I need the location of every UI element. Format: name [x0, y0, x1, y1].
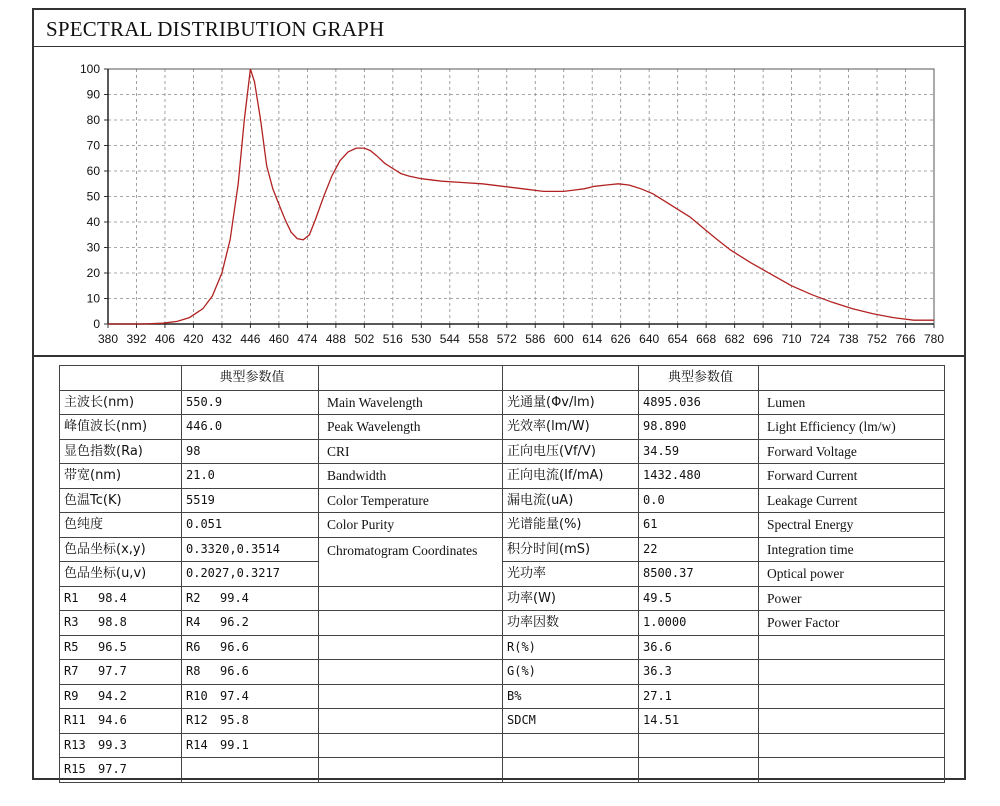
param-value: 4895.036 [639, 390, 759, 415]
ri-cell: R4 96.2 [182, 611, 319, 636]
y-tick-label: 40 [86, 215, 100, 229]
x-tick-label: 600 [553, 332, 574, 346]
x-tick-label: 710 [781, 332, 802, 346]
ri-cell: R2 99.4 [182, 586, 319, 611]
param-en: Bandwidth [319, 464, 503, 489]
param-value: 0.051 [182, 513, 319, 538]
param-en: CRI [319, 439, 503, 464]
param-en: Light Efficiency (lm/w) [759, 415, 945, 440]
param-cn: R(%) [503, 635, 639, 660]
x-tick-label: 668 [696, 332, 717, 346]
param-cn: 带宽(nm) [60, 464, 182, 489]
x-tick-label: 392 [126, 332, 147, 346]
x-tick-label: 724 [810, 332, 831, 346]
ri-cell: R5 96.5 [60, 635, 182, 660]
table-cell [759, 366, 945, 391]
param-value: 8500.37 [639, 562, 759, 587]
table-cell [182, 758, 319, 783]
table-cell [759, 660, 945, 685]
param-en: Power [759, 586, 945, 611]
y-tick-labels [80, 62, 100, 331]
y-tick-label: 30 [86, 240, 100, 255]
x-tick-label: 544 [439, 332, 460, 346]
x-tick-label: 640 [639, 332, 660, 346]
table-row [60, 513, 945, 538]
table-row [60, 611, 945, 636]
param-cn: 主波长(nm) [60, 390, 182, 415]
x-tick-label: 614 [582, 332, 603, 346]
param-en: Color Temperature [319, 488, 503, 513]
param-value: 0.2027,0.3217 [182, 562, 319, 587]
table-cell [319, 684, 503, 709]
param-value: 27.1 [639, 684, 759, 709]
y-tick-label: 100 [79, 62, 100, 76]
table-header-row [60, 366, 945, 391]
param-cn: 光功率 [503, 562, 639, 587]
param-value: 0.0 [639, 488, 759, 513]
param-cn: SDCM [503, 709, 639, 734]
y-tick-label: 10 [86, 291, 100, 306]
param-en: Forward Current [759, 464, 945, 489]
param-cn: 光通量(Φv/lm) [503, 390, 639, 415]
table-row [60, 488, 945, 513]
table-row [60, 439, 945, 464]
table-cell [759, 684, 945, 709]
param-value: 550.9 [182, 390, 319, 415]
table-cell [759, 758, 945, 783]
param-cn: 色纯度 [60, 513, 182, 538]
table-cell [319, 709, 503, 734]
param-cn: 漏电流(uA) [503, 488, 639, 513]
header-typical-values-right: 典型参数值 [639, 366, 759, 391]
x-tick-label: 626 [610, 332, 631, 346]
table-cell [759, 733, 945, 758]
x-tick-label: 432 [211, 332, 232, 346]
ri-cell: R8 96.6 [182, 660, 319, 685]
table-row [60, 537, 945, 562]
ri-cell: R11 94.6 [60, 709, 182, 734]
param-value: 36.6 [639, 635, 759, 660]
param-cn: G(%) [503, 660, 639, 685]
report-frame [32, 8, 966, 780]
param-cn: 显色指数(Ra) [60, 439, 182, 464]
ri-cell: R14 99.1 [182, 733, 319, 758]
param-en: Lumen [759, 390, 945, 415]
chart-axes [104, 69, 934, 328]
table-row [60, 733, 945, 758]
param-en: Optical power [759, 562, 945, 587]
x-tick-labels [98, 332, 944, 346]
x-tick-label: 446 [240, 332, 261, 346]
param-en: Forward Voltage [759, 439, 945, 464]
param-value: 446.0 [182, 415, 319, 440]
param-value: 98 [182, 439, 319, 464]
param-en: Power Factor [759, 611, 945, 636]
table-cell [759, 709, 945, 734]
table-cell [503, 366, 639, 391]
y-tick-label: 20 [86, 266, 100, 280]
table-row [60, 684, 945, 709]
chart-grid [108, 69, 934, 324]
table-cell [503, 733, 639, 758]
ri-cell: R6 96.6 [182, 635, 319, 660]
y-tick-label: 80 [86, 113, 100, 127]
param-cn: 功率因数 [503, 611, 639, 636]
param-cn: 峰值波长(nm) [60, 415, 182, 440]
spectral-chart [34, 10, 964, 355]
ri-cell: R7 97.7 [60, 660, 182, 685]
param-value: 5519 [182, 488, 319, 513]
param-value: 34.59 [639, 439, 759, 464]
ri-cell: R15 97.7 [60, 758, 182, 783]
param-value: 14.51 [639, 709, 759, 734]
param-cn: 色品坐标(x,y) [60, 537, 182, 562]
x-tick-label: 572 [496, 332, 517, 346]
y-tick-label: 0 [93, 317, 100, 331]
table-cell [319, 733, 503, 758]
table-cell [319, 611, 503, 636]
x-tick-label: 516 [382, 332, 403, 346]
table-cell [639, 758, 759, 783]
table-cell [319, 586, 503, 611]
x-tick-label: 380 [97, 332, 119, 346]
ri-cell: R3 98.8 [60, 611, 182, 636]
param-cn: 光谱能量(%) [503, 513, 639, 538]
table-row [60, 562, 945, 587]
x-tick-label: 460 [268, 332, 289, 346]
param-cn: 光效率(lm/W) [503, 415, 639, 440]
x-tick-label: 530 [411, 332, 432, 346]
param-cn: 正向电流(If/mA) [503, 464, 639, 489]
table-row [60, 635, 945, 660]
param-value: 1432.480 [639, 464, 759, 489]
table-row [60, 586, 945, 611]
param-cn: 积分时间(mS) [503, 537, 639, 562]
param-en: Integration time [759, 537, 945, 562]
x-tick-label: 474 [297, 332, 318, 346]
table-row [60, 415, 945, 440]
table-cell [503, 758, 639, 783]
table-cell [60, 366, 182, 391]
y-tick-label: 70 [86, 138, 100, 153]
param-en: Main Wavelength [319, 390, 503, 415]
ri-cell: R10 97.4 [182, 684, 319, 709]
param-value: 0.3320,0.3514 [182, 537, 319, 562]
page-title: SPECTRAL DISTRIBUTION GRAPH [46, 17, 385, 41]
table-cell [319, 758, 503, 783]
ri-cell: R9 94.2 [60, 684, 182, 709]
x-tick-label: 682 [724, 332, 745, 346]
param-en: Spectral Energy [759, 513, 945, 538]
table-row [60, 464, 945, 489]
table-cell [319, 660, 503, 685]
table-row [60, 758, 945, 783]
spec-table [59, 365, 945, 783]
ri-cell: R12 95.8 [182, 709, 319, 734]
header-typical-values-left: 典型参数值 [182, 366, 319, 391]
y-tick-label: 90 [86, 87, 100, 102]
x-tick-label: 502 [354, 332, 375, 346]
param-value: 61 [639, 513, 759, 538]
x-tick-label: 586 [525, 332, 546, 346]
x-tick-label: 420 [183, 332, 204, 346]
param-value: 98.890 [639, 415, 759, 440]
table-row [60, 390, 945, 415]
param-value: 49.5 [639, 586, 759, 611]
x-tick-label: 738 [838, 332, 859, 346]
param-value: 1.0000 [639, 611, 759, 636]
param-en: Chromatogram Coordinates [319, 537, 503, 586]
param-en: Color Purity [319, 513, 503, 538]
ri-cell: R13 99.3 [60, 733, 182, 758]
table-cell [639, 733, 759, 758]
x-tick-label: 558 [468, 332, 489, 346]
x-tick-label: 654 [667, 332, 688, 346]
param-en: Peak Wavelength [319, 415, 503, 440]
y-tick-label: 60 [86, 164, 100, 178]
table-row [60, 709, 945, 734]
x-tick-label: 766 [895, 332, 916, 346]
param-cn: 色温Tc(K) [60, 488, 182, 513]
param-cn: 色品坐标(u,v) [60, 562, 182, 587]
param-cn: 功率(W) [503, 586, 639, 611]
param-value: 22 [639, 537, 759, 562]
y-tick-label: 50 [86, 189, 100, 204]
x-tick-label: 752 [867, 332, 888, 346]
table-cell [319, 366, 503, 391]
param-en: Leakage Current [759, 488, 945, 513]
table-cell [319, 635, 503, 660]
param-value: 21.0 [182, 464, 319, 489]
x-tick-label: 406 [154, 332, 175, 346]
chart-divider [34, 355, 964, 357]
table-cell [759, 635, 945, 660]
x-tick-label: 696 [753, 332, 774, 346]
x-tick-label: 780 [923, 332, 945, 346]
table-row [60, 660, 945, 685]
param-cn: 正向电压(Vf/V) [503, 439, 639, 464]
ri-cell: R1 98.4 [60, 586, 182, 611]
x-tick-label: 488 [325, 332, 346, 346]
param-cn: B% [503, 684, 639, 709]
param-value: 36.3 [639, 660, 759, 685]
